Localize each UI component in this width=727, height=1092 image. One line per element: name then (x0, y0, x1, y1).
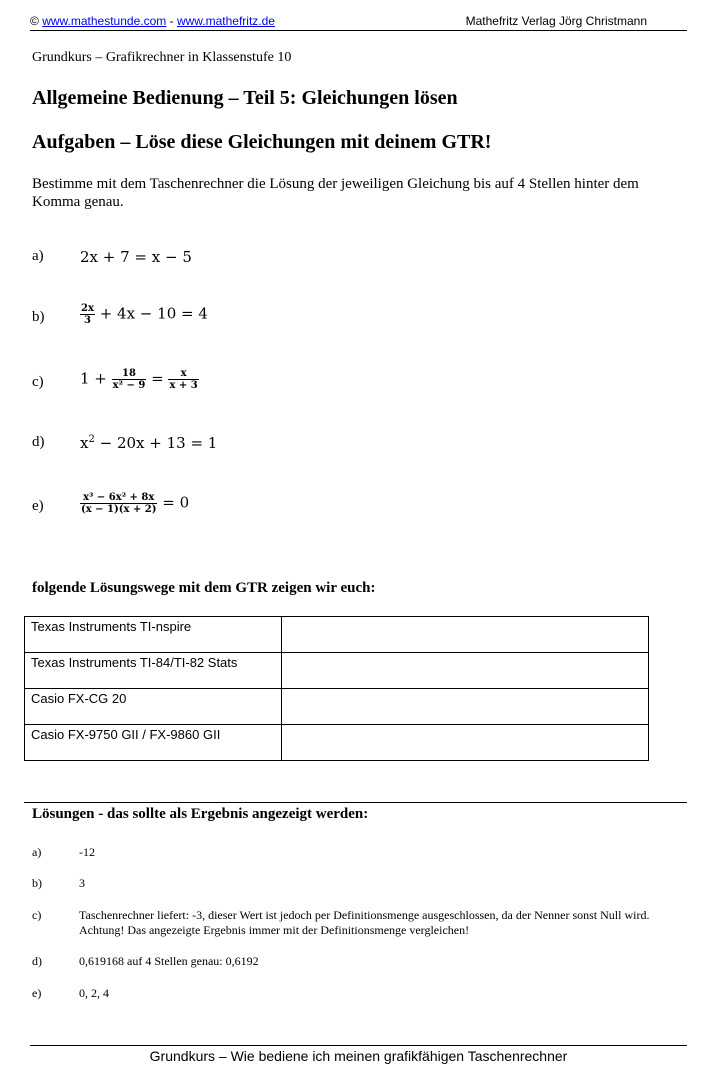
publisher-name: Mathefritz Verlag Jörg Christmann (465, 14, 647, 28)
denominator: x² − 9 (112, 380, 146, 391)
equation (80, 434, 217, 452)
exponent: 2 (88, 434, 95, 445)
equation-rest: + 4x − 10 = 4 (99, 304, 208, 323)
solution-label: a) (32, 845, 42, 859)
equals-sign: = (151, 369, 164, 388)
numerator: x (180, 368, 187, 379)
task-c (32, 368, 432, 408)
solution-text: 0,619168 auf 4 Stellen genau: 0,6192 (79, 954, 259, 968)
fraction (80, 492, 157, 515)
link-mathestunde[interactable]: www.mathestunde.com (42, 14, 167, 28)
equation-rest: − 20x + 13 = 1 (99, 434, 218, 452)
header-divider (30, 30, 687, 31)
solution-text: Taschenrechner liefert: -3, dieser Wert ist jedoch per Definitionsmenge ausgeschlossen, da der Nenner sonst Null wird. Achtung! Das angezeigte Ergebnis immer mit der Definitionsmenge vergleichen! (79, 908, 650, 937)
method-link-cell (282, 725, 649, 761)
equation (80, 492, 189, 515)
denominator: 3 (80, 314, 95, 326)
task-label: c) (32, 374, 44, 390)
task-label: a) (32, 248, 44, 264)
method-name: Casio FX-9750 GII / FX-9860 GII (25, 725, 282, 761)
numerator: x³ − 6x² + 8x (83, 492, 155, 503)
solutions-divider (24, 802, 687, 803)
task-d (32, 434, 432, 474)
header-links (30, 14, 275, 28)
equation: 2x + 7 = x − 5 (80, 248, 192, 266)
method-name: Texas Instruments TI-84/TI-82 Stats (25, 653, 282, 689)
table-row (25, 617, 649, 653)
task-e (32, 492, 432, 532)
table-row (25, 689, 649, 725)
task-label: b) (32, 309, 45, 325)
task-a (32, 248, 432, 288)
course-title: Grundkurs – Grafikrechner in Klassenstufe 10 (32, 50, 292, 65)
denominator: (x − 1)(x + 2) (81, 504, 157, 515)
method-link-cell (282, 617, 649, 653)
link-separator: - (169, 14, 174, 28)
equation-var: x (80, 434, 89, 452)
methods-heading: folgende Lösungswege mit dem GTR zeigen wir euch: (32, 580, 376, 596)
page-title: Allgemeine Bedienung – Teil 5: Gleichungen lösen (32, 87, 458, 109)
exercise-title: Aufgaben – Löse diese Gleichungen mit deinem GTR! (32, 131, 492, 153)
fraction (80, 303, 95, 326)
method-link-cell (282, 653, 649, 689)
solution-label: c) (32, 908, 42, 922)
table-row (25, 725, 649, 761)
instructions-text: Bestimme mit dem Taschenrechner die Lösung der jeweiligen Gleichung bis auf 4 Stellen hinter dem Komma genau. (32, 176, 639, 210)
copyright-symbol: © (30, 14, 39, 28)
task-b (32, 303, 432, 343)
equation-rest: = 0 (162, 493, 190, 512)
method-link-cell (282, 689, 649, 725)
equation (80, 303, 208, 326)
equation-prefix: 1 + (80, 369, 107, 388)
task-label: e) (32, 498, 44, 514)
solution-label: b) (32, 876, 42, 890)
solution-text: -12 (79, 845, 95, 859)
page-footer: Grundkurs – Wie bediene ich meinen grafikfähigen Taschenrechner (149, 1048, 568, 1064)
solution-label: e) (32, 986, 42, 1000)
fraction-right (168, 368, 198, 391)
solution-label: d) (32, 954, 42, 968)
method-name: Texas Instruments TI-nspire (25, 617, 282, 653)
link-mathefritz[interactable]: www.mathefritz.de (176, 14, 275, 28)
methods-table (24, 616, 649, 761)
numerator: 18 (122, 368, 136, 379)
solution-text: 0, 2, 4 (79, 986, 109, 1000)
solution-text: 3 (79, 876, 85, 890)
method-name: Casio FX-CG 20 (25, 689, 282, 725)
table-row (25, 653, 649, 689)
fraction-left (112, 368, 147, 391)
denominator: x + 3 (169, 380, 198, 391)
task-label: d) (32, 434, 45, 450)
solutions-heading: Lösungen - das sollte als Ergebnis angezeigt werden: (32, 806, 369, 822)
equation (80, 368, 199, 391)
numerator: 2x (81, 303, 94, 314)
footer-divider (30, 1045, 687, 1046)
